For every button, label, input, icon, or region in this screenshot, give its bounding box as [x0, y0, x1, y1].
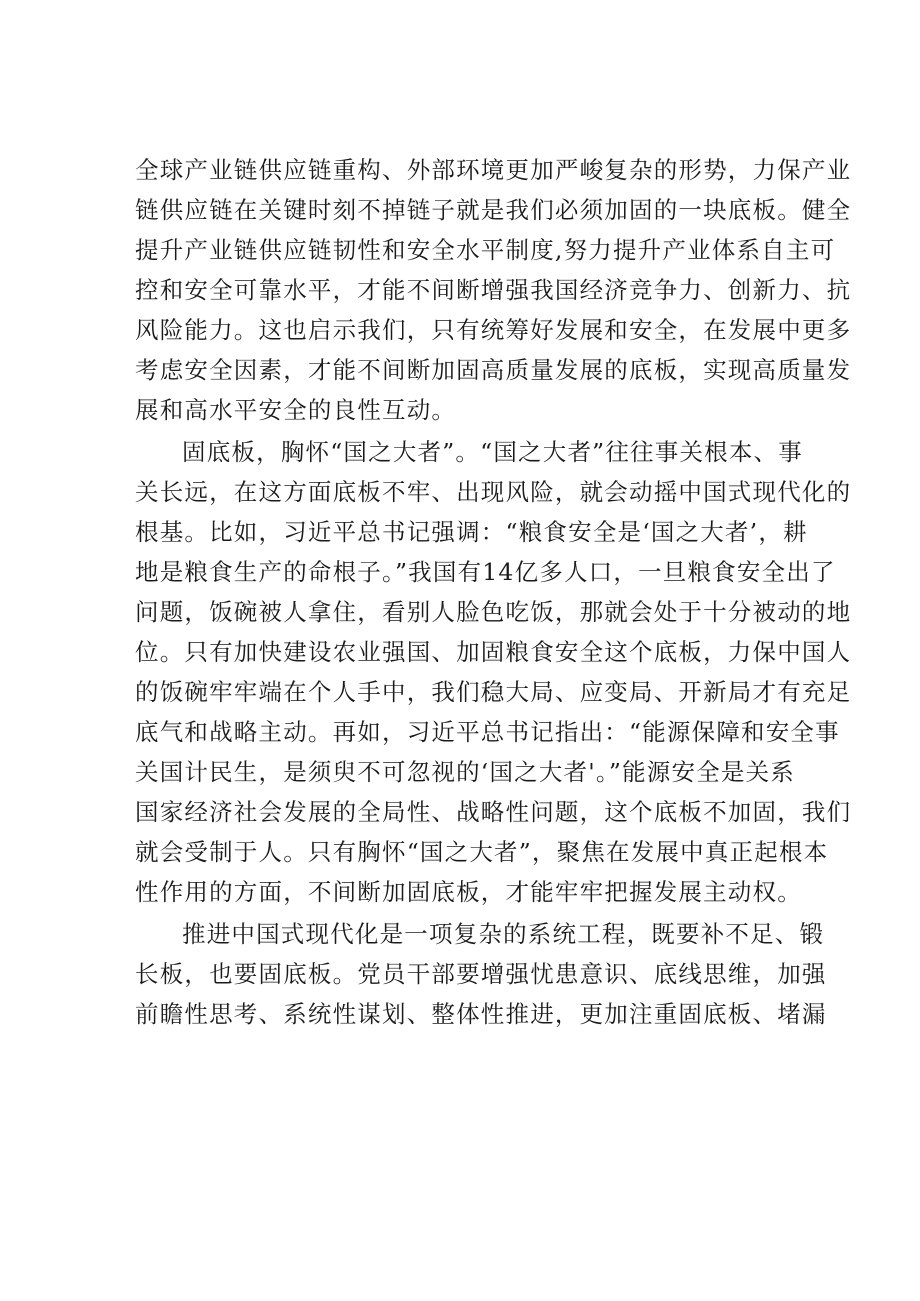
text-line: 关长远，在这方面底板不牢、出现风险，就会动摇中国式现代化的 — [135, 478, 852, 506]
text-line: 提升产业链供应链韧性和安全水平制度,努力提升产业体系自主可 — [135, 236, 836, 264]
text-line: 考虑安全因素，才能不间断加固高质量发展的底板，实现高质量发 — [135, 356, 852, 384]
text-line: 国家经济社会发展的全局性、战略性问题，这个底板不加固，我们 — [135, 798, 852, 826]
text-line: 就会受制于人。只有胸怀“国之大者”，聚焦在发展中真正起根本 — [135, 838, 829, 866]
text-line: 风险能力。这也启示我们，只有统筹好发展和安全，在发展中更多 — [135, 316, 852, 344]
paragraph-national-priority — [135, 432, 852, 912]
document-body — [135, 150, 852, 1034]
text-line: 问题，饭碗被人拿住，看别人脸色吃饭，那就会处于十分被动的地 — [135, 598, 852, 626]
paragraph-modernization — [135, 914, 827, 1034]
text-line: 底气和战略主动。再如，习近平总书记指出：“能源保障和安全事 — [135, 718, 840, 746]
text-line: 推进中国式现代化是一项复杂的系统工程，既要补不足、锻 — [182, 920, 825, 948]
text-line: 链供应链在关键时刻不掉链子就是我们必须加固的一块底板。健全 — [135, 196, 852, 224]
text-line: 全球产业链供应链重构、外部环境更加严峻复杂的形势，力保产业 — [135, 156, 852, 184]
text-line: 展和高水平安全的良性互动。 — [135, 396, 457, 424]
text-line: 长板，也要固底板。党员干部要增强忧患意识、底线思维，加强 — [135, 960, 827, 988]
text-line: 根基。比如，习近平总书记强调：“粮食安全是‘国之大者’，耕 — [135, 518, 808, 546]
text-line: 控和安全可靠水平，才能不间断增强我国经济竞争力、创新力、抗 — [135, 276, 852, 304]
text-line: 关国计民生，是须臾不可忽视的‘国之大者'。”能源安全是关系 — [135, 758, 795, 786]
text-line: 位。只有加快建设农业强国、加固粮食安全这个底板，力保中国人 — [135, 638, 852, 666]
text-line: 固底板，胸怀“国之大者”。“国之大者”往往事关根本、事 — [182, 438, 803, 466]
text-line: 前瞻性思考、系统性谋划、整体性推进，更加注重固底板、堵漏 — [135, 1000, 827, 1028]
text-line: 的饭碗牢牢端在个人手中，我们稳大局、应变局、开新局才有充足 — [135, 678, 852, 706]
text-line: 地是粮食生产的命根子。”我国有14亿多人口，一旦粮食安全出了 — [135, 558, 836, 586]
text-line: 性作用的方面，不间断加固底板，才能牢牢把握发展主动权。 — [135, 878, 802, 906]
paragraph-supply-chain — [135, 150, 852, 430]
